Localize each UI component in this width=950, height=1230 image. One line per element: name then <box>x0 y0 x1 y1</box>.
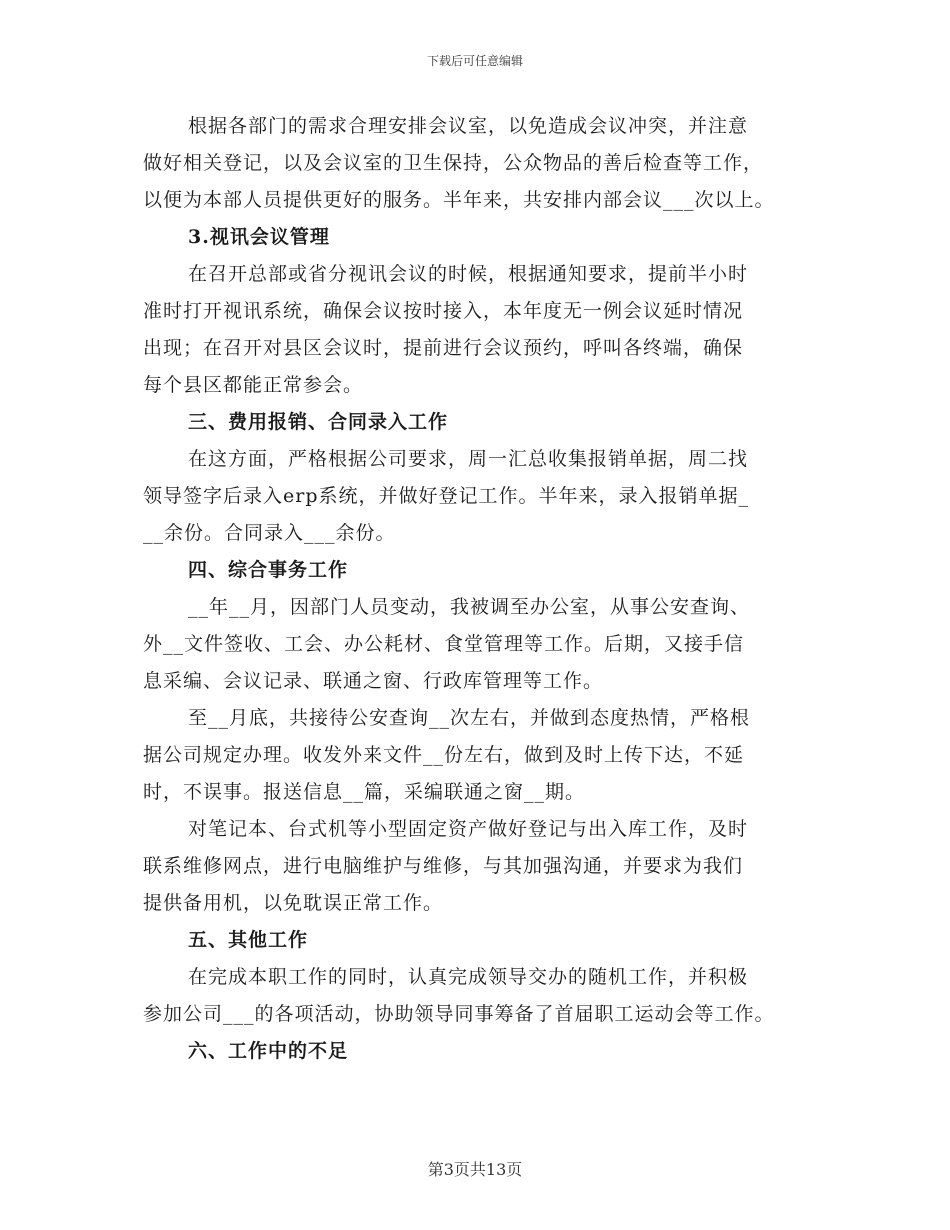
text-line: 做好相关登记，以及会议室的卫生保持，公众物品的善后检查等工作， <box>143 152 764 174</box>
text-line: 出现；在召开对县区会议时，提前进行会议预约，呼叫各终端，确保 <box>143 337 744 359</box>
text-line: 时，不误事。报送信息__篇，采编联通之窗__期。 <box>143 781 586 803</box>
text-line: 至__月底，共接待公安查询__次左右，并做到态度热情，严格根 <box>188 707 751 729</box>
text-line: 联系维修网点，进行电脑维护与维修，与其加强沟通，并要求为我们 <box>143 855 744 877</box>
text-line: __余份。合同录入___余份。 <box>143 522 396 544</box>
page-footer: 第3页共13页 <box>427 1160 523 1179</box>
text-line: 在这方面，严格根据公司要求，周一汇总收集报销单据，周二找 <box>188 448 749 470</box>
text-line: 参加公司___的各项活动，协助领导同事筹备了首届职工运动会等工作。 <box>143 1003 775 1025</box>
text-line: __年__月，因部门人员变动，我被调至办公室，从事公安查询、 <box>188 596 751 618</box>
section-heading: 四、综合事务工作 <box>188 559 349 581</box>
page-header: 下载后可任意编辑 <box>426 54 523 68</box>
text-line: 对笔记本、台式机等小型固定资产做好登记与出入库工作，及时 <box>188 818 749 840</box>
section-heading: 五、其他工作 <box>188 929 309 951</box>
text-line: 外__文件签收、工会、办公耗材、食堂管理等工作。后期，又接手信 <box>143 633 745 655</box>
section-heading: 3.视讯会议管理 <box>188 226 330 248</box>
text-line: 据公司规定办理。收发外来文件__份左右，做到及时上传下达，不延 <box>143 744 745 766</box>
text-line: 每个县区都能正常参会。 <box>143 374 364 396</box>
section-heading: 三、费用报销、合同录入工作 <box>188 411 449 433</box>
text-line: 在召开总部或省分视讯会议的时候，根据通知要求，提前半小时 <box>188 263 749 285</box>
text-line: 领导签字后录入erp系统，并做好登记工作。半年来，录入报销单据_ <box>143 485 749 507</box>
text-line: 以便为本部人员提供更好的服务。半年来，共安排内部会议___次以上。 <box>143 189 775 211</box>
text-line: 提供备用机，以免耽误正常工作。 <box>143 892 444 914</box>
text-line: 息采编、会议记录、联通之窗、行政库管理等工作。 <box>143 670 604 692</box>
text-line: 根据各部门的需求合理安排会议室，以免造成会议冲突，并注意 <box>188 115 749 137</box>
section-heading: 六、工作中的不足 <box>188 1040 349 1062</box>
text-line: 在完成本职工作的同时，认真完成领导交办的随机工作，并积极 <box>188 966 749 988</box>
text-line: 准时打开视讯系统，确保会议按时接入，本年度无一例会议延时情况 <box>143 300 744 322</box>
document-body <box>143 108 823 1070</box>
